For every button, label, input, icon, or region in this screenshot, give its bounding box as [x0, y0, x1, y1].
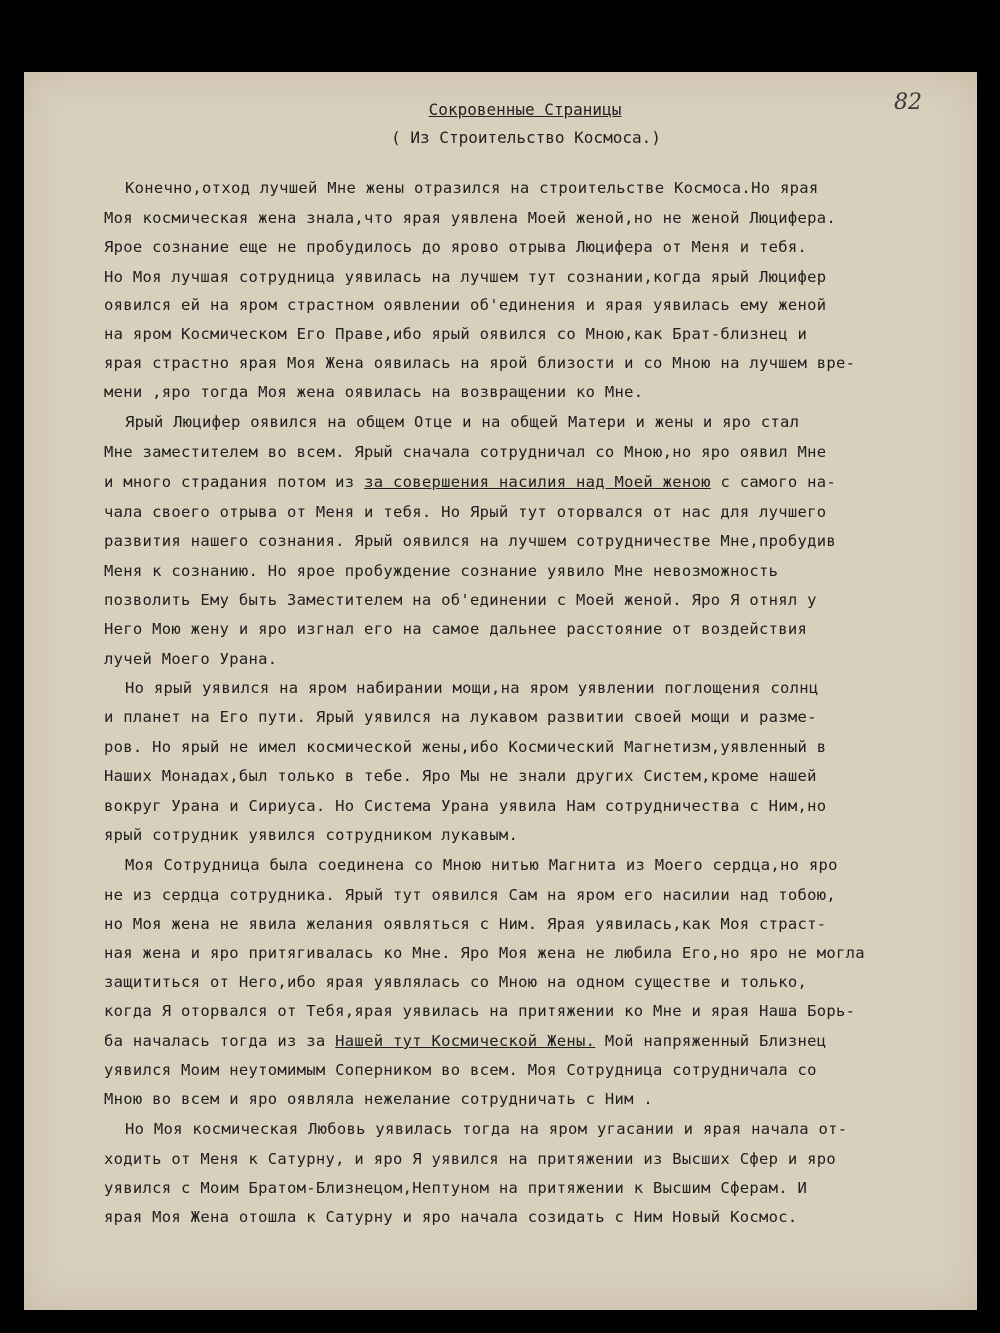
text-line: оявился ей на яром страстном оявлении об'единения и ярая уявилась ему женой: [104, 296, 827, 314]
underlined-phrase: за совершения насилия над Моей женою: [364, 473, 711, 491]
text-segment: ба началась тогда из за: [104, 1032, 336, 1050]
text-line: [104, 473, 836, 491]
text-line: Моя космическая жена знала,что ярая уявлена Моей женой,но не женой Люцифера.: [104, 209, 837, 227]
text-line: ярая Моя Жена отошла к Сатурну и яро начала созидать с Ним Новый Космос.: [104, 1208, 798, 1226]
text-line: Мне заместителем во всем. Ярый сначала сотрудничал со Мною,но яро оявил Мне: [104, 443, 827, 461]
text-line: Ярое сознание еще не пробудилось до ярово отрыва Люцифера от Меня и тебя.: [104, 238, 808, 256]
text-line: но Моя жена не явила желания оявляться с Ним. Ярая уявилась,как Моя страст-: [104, 915, 827, 933]
text-line: Ярый Люцифер оявился на общем Отце и на общей Матери и жены и яро стал: [125, 413, 800, 431]
text-line: позволить Ему быть Заместителем на об'единении с Моей женой. Яро Я отнял у: [104, 591, 817, 609]
text-line: и планет на Его пути. Ярый уявился на лукавом развитии своей мощи и разме-: [104, 708, 817, 726]
text-line: ходить от Меня к Сатурну, и яро Я уявился на притяжении из Высших Сфер и яро: [104, 1150, 837, 1168]
page-subtitle: ( Из Строительство Космоса.): [391, 128, 661, 147]
text-line: когда Я оторвался от Тебя,ярая уявилась на притяжении ко Мне и ярая Наша Борь-: [104, 1002, 856, 1020]
page-title: Сокровенные Страницы: [428, 100, 622, 119]
text-line: Мною во всем и яро оявляла нежелание сотрудничать с Ним .: [104, 1090, 654, 1108]
text-line: ров. Но ярый не имел космической жены,ибо Космический Магнетизм,уявленный в: [104, 738, 827, 756]
text-line: не из сердца сотрудника. Ярый тут оявился Сам на яром его насилии над тобою,: [104, 886, 837, 904]
text-segment: и много страдания потом из: [104, 473, 365, 491]
text-line: Конечно,отход лучшей Мне жены отразился на строительстве Космоса.Но ярая: [125, 179, 819, 197]
text-line: Него Мою жену и яро изгнал его на самое дальнее расстояние от воздействия: [104, 620, 808, 638]
text-line: чала своего отрыва от Меня и тебя. Но Ярый тут оторвался от нас для лучшего: [104, 503, 827, 521]
text-line: ярый сотрудник уявился сотрудником лукавым.: [104, 826, 519, 844]
text-line: уявился с Моим Братом-Близнецом,Нептуном на притяжении к Высшим Сферам. И: [104, 1179, 808, 1197]
text-segment: Мой напряженный Близнец: [595, 1032, 827, 1050]
text-line: ная жена и яро притягивалась ко Мне. Яро Моя жена не любила Его,но яро не могла: [104, 944, 865, 962]
underlined-phrase: Нашей тут Космической Жены.: [335, 1032, 596, 1050]
text-line: [104, 1032, 826, 1050]
text-line: на яром Космическом Его Праве,ибо ярый оявился со Мною,как Брат-близнец и: [104, 325, 808, 343]
text-line: вокруг Урана и Сириуса. Но Система Урана уявила Нам сотрудничества с Ним,но: [104, 797, 827, 815]
text-line: уявился Моим неутомимым Соперником во всем. Моя Сотрудница сотрудничала со: [104, 1061, 817, 1079]
text-line: Меня к сознанию. Но ярое пробуждение сознание уявило Мне невозможность: [104, 562, 779, 580]
text-line: мени ,яро тогда Моя жена оявилась на возвращении ко Мне.: [104, 383, 644, 401]
text-line: защититься от Него,ибо ярая уявлялась со Мною на одном существе и только,: [104, 973, 808, 991]
text-segment: с самого на-: [710, 473, 837, 491]
text-line: лучей Моего Урана.: [104, 650, 278, 668]
text-line: развития нашего сознания. Ярый оявился на лучшем сотрудничестве Мне,пробудив: [104, 532, 837, 550]
text-line: Но Моя лучшая сотрудница уявилась на лучшем тут сознании,когда ярый Люцифер: [104, 268, 827, 286]
text-line: Но ярый уявился на яром набирании мощи,на яром уявлении поглощения солнц: [125, 679, 819, 697]
text-line: Моя Сотрудница была соединена со Мною нитью Магнита из Моего сердца,но яро: [125, 856, 838, 874]
text-line: Но Моя космическая Любовь уявилась тогда на яром угасании и ярая начала от-: [125, 1120, 848, 1138]
text-line: Наших Монадах,был только в тебе. Яро Мы не знали других Систем,кроме нашей: [104, 767, 817, 785]
page-number: 82: [894, 90, 922, 115]
text-line: ярая страстно ярая Моя Жена оявилась на ярой близости и со Мною на лучшем вре-: [104, 354, 856, 372]
